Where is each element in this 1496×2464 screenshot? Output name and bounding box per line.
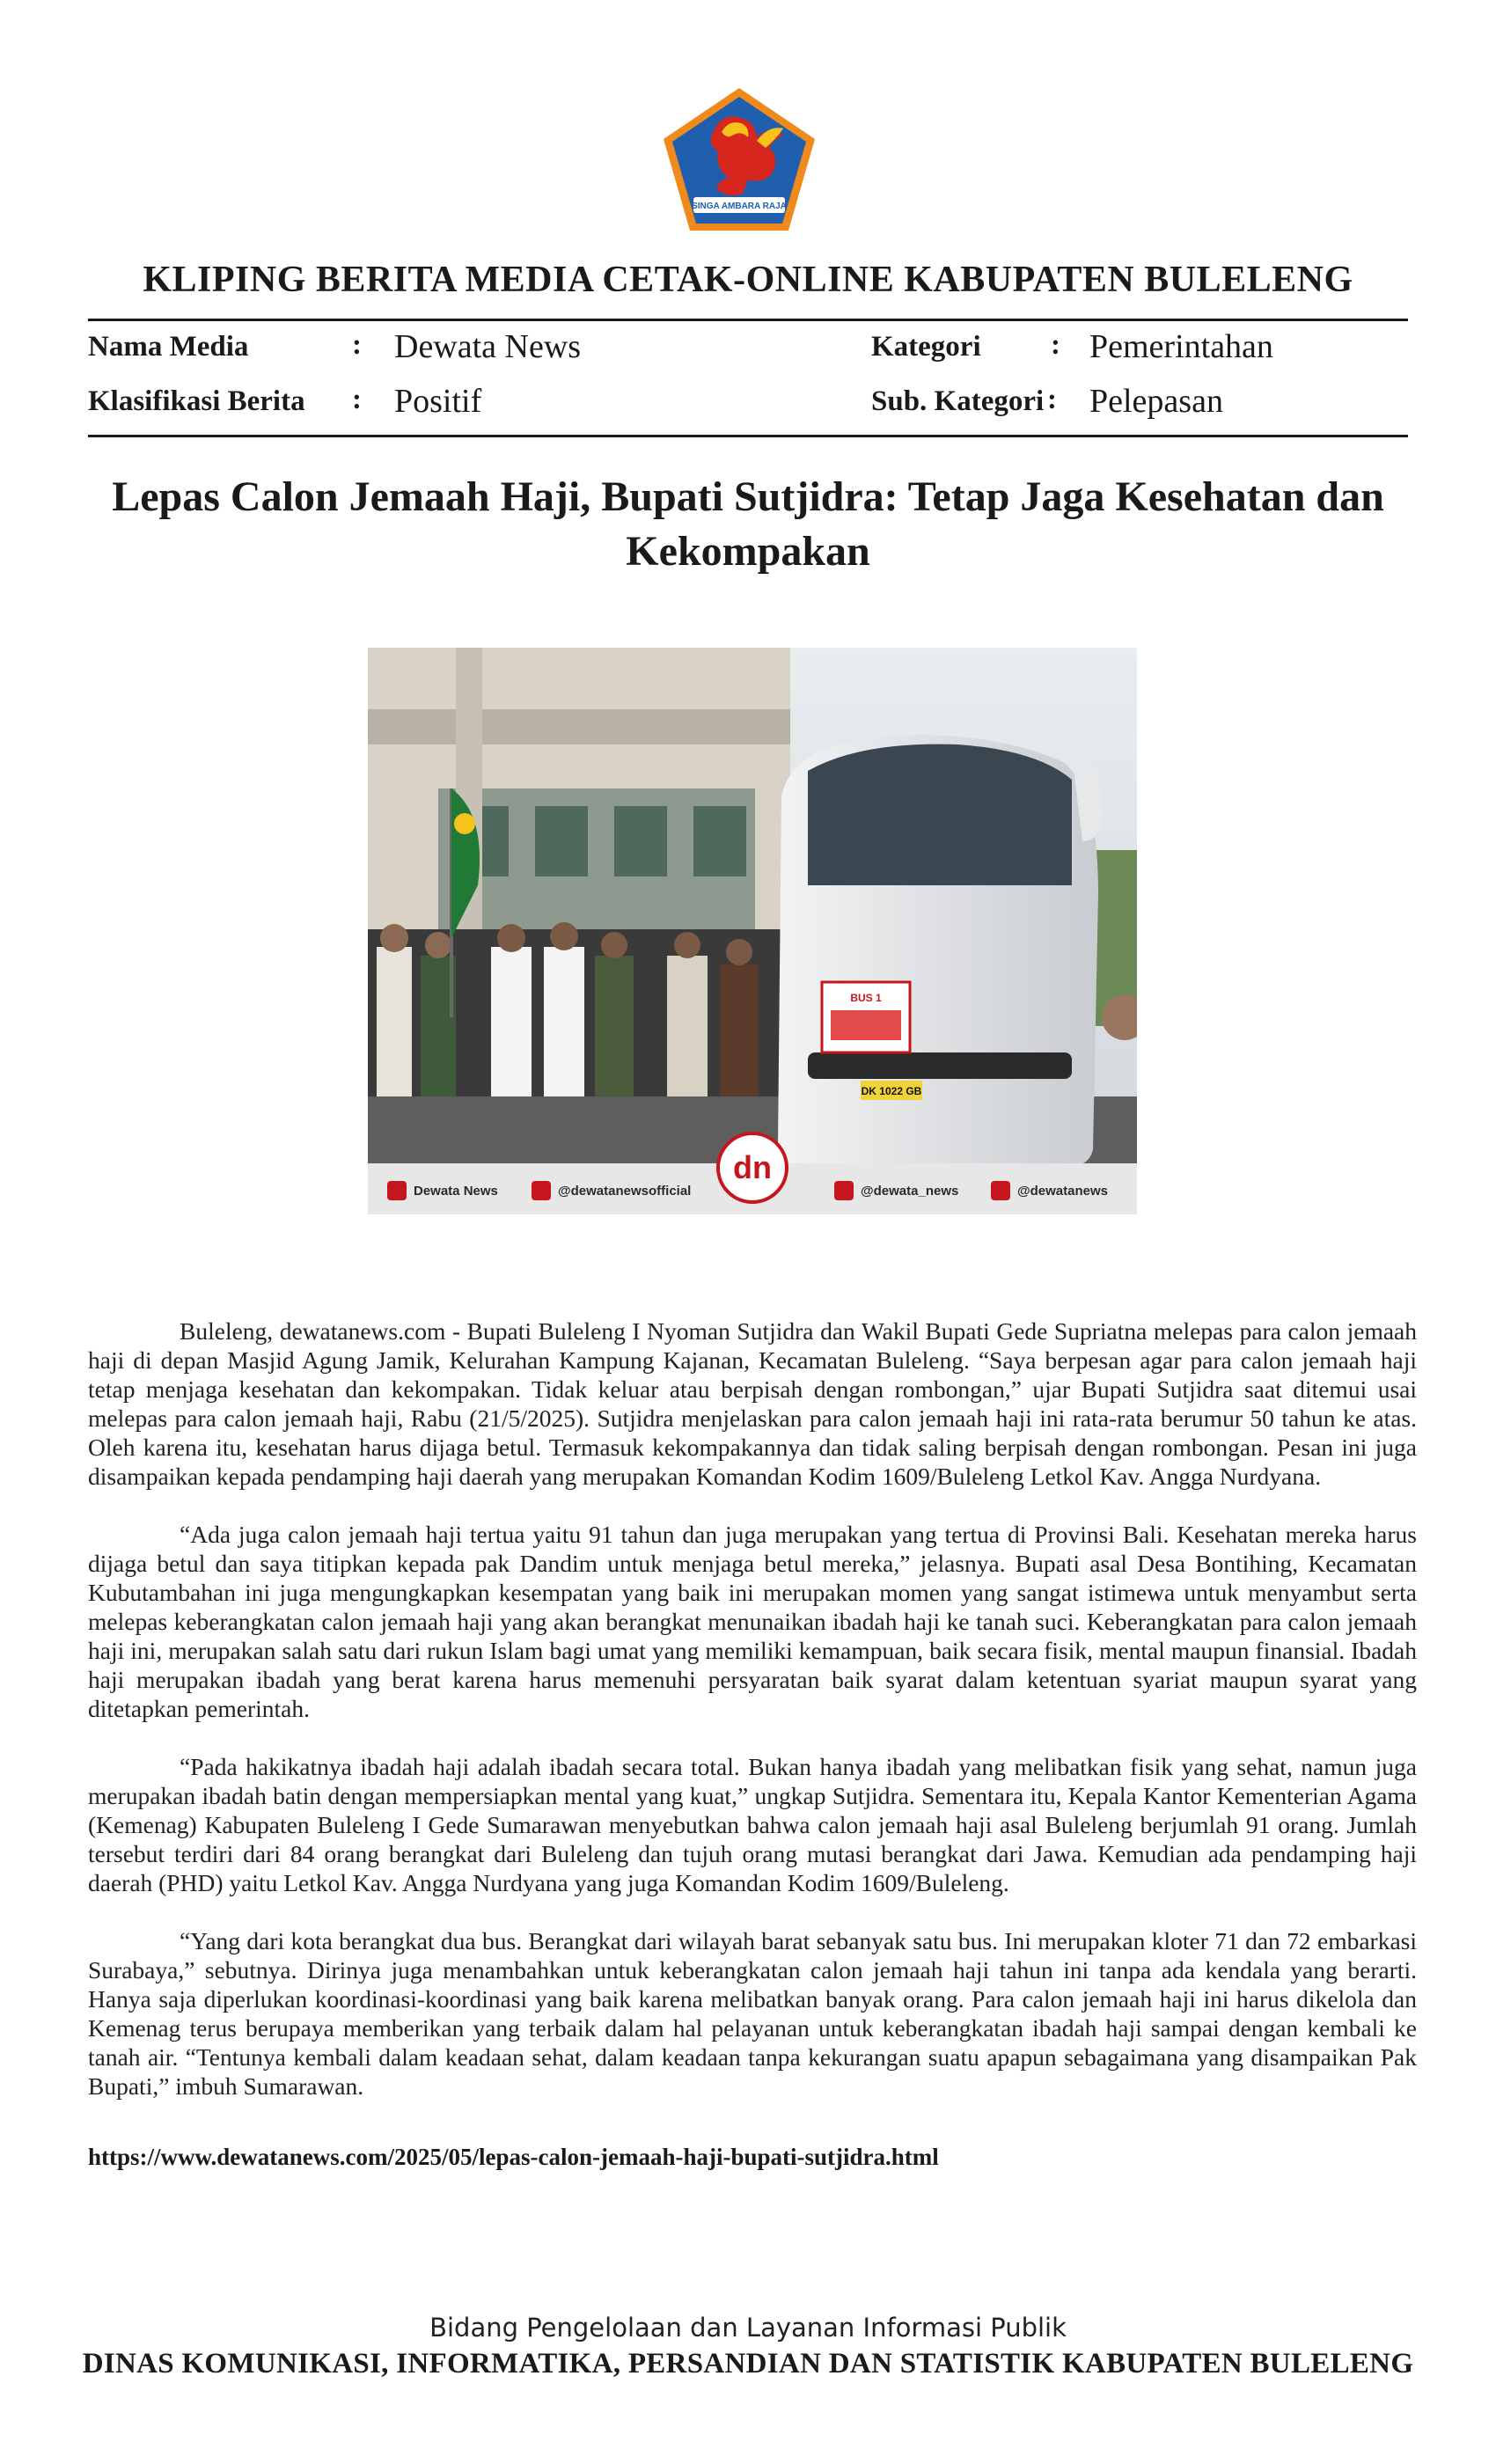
- dewata-news-logo: dn: [716, 1132, 788, 1204]
- photo-facebook: Dewata News: [387, 1181, 498, 1200]
- article-body: [88, 1316, 1417, 2130]
- meta-kategori: [871, 326, 981, 368]
- paragraph-3: “Pada hakikatnya ibadah haji adalah ibadah secara total. Bukan hanya ibadah yang melibatkan fisik yang sehat, namun juga merupakan ibadah batin dengan mempersiapkan mental yang kuat,” ungkap Sutjidra. Sementara itu, Kepala Kantor Kementerian Agama (Kemenag) Kabupaten Buleleng I Gede Sumarawan menyebutkan bahwa calon jemaah haji asal Buleleng berjumlah 91 orang. Jumlah tersebut terdiri dari 84 orang berangkat dari Buleleng dan tujuh orang mutasi berangkat dari Jawa. Kemudian ada pendamping haji daerah (PHD) yaitu Letkol Kav. Angga Nurdyana yang juga Komandan Kodim 1609/Buleleng.: [88, 1753, 1417, 1896]
- paragraph-4: “Yang dari kota berangkat dua bus. Berangkat dari wilayah barat sebanyak satu bus. Ini merupakan kloter 71 dan 72 embarkasi Surabaya,” sebutnya. Dirinya juga menambahkan untuk keberangkatan calon jemaah haji tahun ini tanpa ada kendala yang berarti. Hanya saja diperlukan koordinasi-koordinasi yang baik karena melibatkan banyak orang. Para calon jemaah haji ini harus dikelola dan Kemenag terus berupaya memberikan yang terbaik dalam hal pelayanan untuk keberangkatan ibadah haji sampai dengan kembali ke tanah air. “Tentunya kembali dalam keadaan sehat, dalam keadaan tanpa kekurangan suatu apapun sebagaimana yang disampaikan Pak Bupati,” imbuh Sumarawan.: [88, 1927, 1417, 2100]
- klasifikasi-value: Positif: [394, 383, 482, 420]
- paragraph-1: Buleleng, dewatanews.com - Bupati Buleleng I Nyoman Sutjidra dan Wakil Bupati Gede Supriatna melepas para calon jemaah haji di depan Masjid Agung Jamik, Kelurahan Kampung Kajanan, Kecamatan Buleleng. “Saya berpesan agar para calon jemaah haji tetap menjaga kesehatan dan kekompakan. Tidak keluar atau berpisah dengan rombongan,” ujar Bupati Sutjidra saat ditemui usai melepas para calon jemaah haji, Rabu (21/5/2025). Sutjidra menjelaskan para calon jemaah haji ini rata-rata berumur 50 tahun ke atas. Oleh karena itu, kesehatan harus dijaga betul. Termasuk kekompakannya dan tidak saling berpisah dengan rombongan. Pesan ini juga disampaikan kepada pendamping haji daerah yang merupakan Komandan Kodim 1609/Buleleng Letkol Kav. Angga Nurdyana.: [88, 1317, 1417, 1490]
- meta-klasifikasi: [88, 380, 305, 422]
- media-value: Dewata News: [394, 328, 582, 365]
- header-rule-bottom: [88, 435, 1408, 437]
- article-headline: Lepas Calon Jemaah Haji, Bupati Sutjidra: Tetap Jaga Kesehatan dan Kekompakan: [112, 473, 1384, 575]
- bus-sign: BUS 1: [850, 992, 882, 1004]
- document-title: KLIPING BERITA MEDIA CETAK-ONLINE KABUPATEN BULELENG: [143, 260, 1353, 300]
- kategori-label: Kategori: [871, 330, 981, 363]
- instagram-icon: [532, 1181, 551, 1200]
- paragraph-2: “Ada juga calon jemaah haji tertua yaitu 91 tahun dan juga merupakan yang tertua di Provinsi Bali. Kesehatan mereka harus dijaga betul dan saya titipkan kepada pak Dandim untuk menjaga betul mereka,” jelasnya. Bupati asal Desa Bontihing, Kecamatan Kubutambahan ini juga mengungkapkan kesempatan yang baik ini merupakan momen yang sangat istimewa untuk menyambut serta melepas keberangkatan calon jemaah haji yang akan berangkat menunaikan ibadah haji ke tanah suci. Keberangkatan para calon jemaah haji ini, merupakan salah satu dari rukun Islam bagi umat yang memiliki kemampuan, baik secara fisik, mental maupun finansial. Ibadah haji merupakan ibadah yang berat karena harus memenuhi persyaratan baik syarat dalam ketentuan syariat maupun syarat yang ditetapkan pemerintah.: [88, 1521, 1417, 1722]
- twitter-icon: [834, 1181, 854, 1200]
- klasifikasi-colon: :: [352, 384, 362, 415]
- header-rule-top: [88, 319, 1408, 321]
- footer-department: DINAS KOMUNIKASI, INFORMATIKA, PERSANDIAN DAN STATISTIK KABUPATEN BULELENG: [82, 2348, 1414, 2380]
- source-url: https://www.dewatanews.com/2025/05/lepas-calon-jemaah-haji-bupati-sutjidra.html: [88, 2144, 939, 2170]
- klasifikasi-label: Klasifikasi Berita: [88, 385, 305, 417]
- photo-instagram: @dewatanewsofficial: [532, 1181, 691, 1200]
- photo-tiktok: @dewatanews: [991, 1181, 1108, 1200]
- photo-social-bar: [368, 1149, 1137, 1214]
- tiktok-icon: [991, 1181, 1010, 1200]
- media-colon: :: [352, 329, 362, 361]
- meta-media: [88, 326, 248, 368]
- bus-plate: DK 1022 GB: [861, 1085, 922, 1097]
- kabupaten-emblem: [660, 84, 818, 234]
- facebook-icon: [387, 1181, 407, 1200]
- sub-kategori-label: Sub. Kategori: [871, 385, 1045, 417]
- meta-sub-kategori: [871, 380, 1044, 422]
- kategori-colon: :: [1051, 329, 1060, 361]
- footer-unit: Bidang Pengelolaan dan Layanan Informasi Publik: [429, 2313, 1067, 2343]
- photo-twitter: @dewata_news: [834, 1181, 958, 1200]
- kategori-value: Pemerintahan: [1089, 328, 1273, 365]
- sub-kategori-value: Pelepasan: [1089, 383, 1223, 420]
- media-label: Nama Media: [88, 330, 249, 363]
- sub-kategori-colon: :: [1047, 384, 1057, 415]
- emblem-motto: SINGA AMBARA RAJA: [692, 202, 787, 211]
- article-photo: [368, 648, 1137, 1214]
